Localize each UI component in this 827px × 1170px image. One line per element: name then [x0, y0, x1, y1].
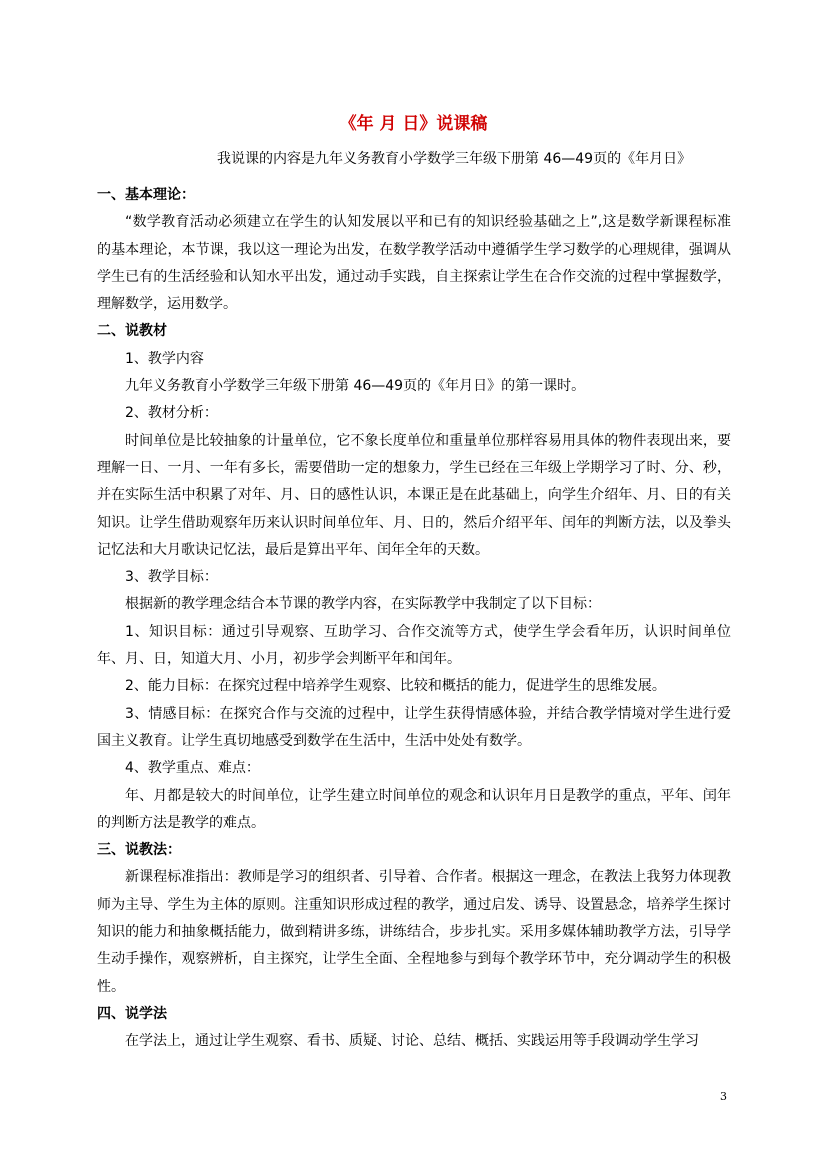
document-body: [97, 182, 731, 1056]
section-heading: 二、说教材: [97, 323, 167, 340]
intro-line: 我说课的内容是九年义务教育小学数学三年级下册第 46—49页的《年月日》: [217, 151, 692, 167]
paragraph: “数学教育活动必须建立在学生的认知发展以平和已有的知识经验基础之上”,这是数学新课程标准的基本理论，本节课，我以这一理论为出发，在数学教学活动中遵循学生学习数学的心理规律，强调从学生已有的生活经验和认知水平出发，通过动手实践，自主探索让学生在合作交流的过程中掌握数学，理解数学，运用数学。: [97, 214, 731, 313]
paragraph: 3、教学目标：: [125, 569, 218, 586]
page-number: 3: [720, 1090, 727, 1103]
paragraph: 3、情感目标：在探究合作与交流的过程中，让学生获得情感体验，并结合教学情境对学生进行爱国主义教育。让学生真切地感受到数学在生活中，生活中处处有数学。: [97, 705, 731, 749]
paragraph: 九年义务教育小学数学三年级下册第 46—49页的《年月日》的第一课时。: [125, 378, 586, 395]
paragraph: 新课程标准指出：教师是学习的组织者、引导着、合作者。根据这一理念，在教法上我努力体现教师为主导、学生为主体的原则。注重知识形成过程的教学，通过启发、诱导、设置悬念，培养学生探讨知识的能力和抽象概括能力，做到精讲多练，讲练结合，步步扎实。采用多媒体辅助教学方法，引导学生动手操作，观察辨析，自主探究，让学生全面、全程地参与到每个教学环节中，充分调动学生的积极性。: [97, 869, 731, 995]
section-heading: 一、基本理论：: [97, 187, 195, 203]
paragraph: 1、知识目标：通过引导观察、互助学习、合作交流等方式，使学生学会看年历，认识时间单位年、月、日，知道大月、小月，初步学会判断平年和闰年。: [97, 623, 731, 668]
paragraph: 根据新的教学理念结合本节课的教学内容，在实际教学中我制定了以下目标：: [125, 596, 601, 613]
section-heading: 三、说教法：: [97, 842, 181, 859]
section-heading: 四、说学法: [97, 1005, 167, 1022]
paragraph: 年、月都是较大的时间单位，让学生建立时间单位的观念和认识年月日是教学的重点，平年、闰年的判断方法是教学的难点。: [97, 787, 731, 831]
paragraph: 2、教材分析：: [125, 405, 218, 422]
paragraph: 2、能力目标：在探究过程中培养学生观察、比较和概括的能力，促进学生的思维发展。: [125, 678, 666, 695]
paragraph: 在学法上，通过让学生观察、看书、质疑、讨论、总结、概括、实践运用等手段调动学生学习: [125, 1033, 699, 1050]
page-title: 《年 月 日》说课稿: [339, 114, 488, 134]
paragraph: 4、教学重点、难点：: [125, 760, 260, 777]
paragraph: 时间单位是比较抽象的计量单位，它不象长度单位和重量单位那样容易用具体的物件表现出来，要理解一日、一月、一年有多长，需要借助一定的想象力，学生已经在三年级上学期学习了时、分、秒，并在实际生活中积累了对年、月、日的感性认识，本课正是在此基础上，向学生介绍年、月、日的有关知识。让学生借助观察年历来认识时间单位年、月、日的，然后介绍平年、闰年的判断方法，以及拳头记忆法和大月歌诀记忆法，最后是算出平年、闰年全年的天数。: [97, 432, 731, 558]
paragraph: 1、教学内容: [125, 350, 204, 367]
